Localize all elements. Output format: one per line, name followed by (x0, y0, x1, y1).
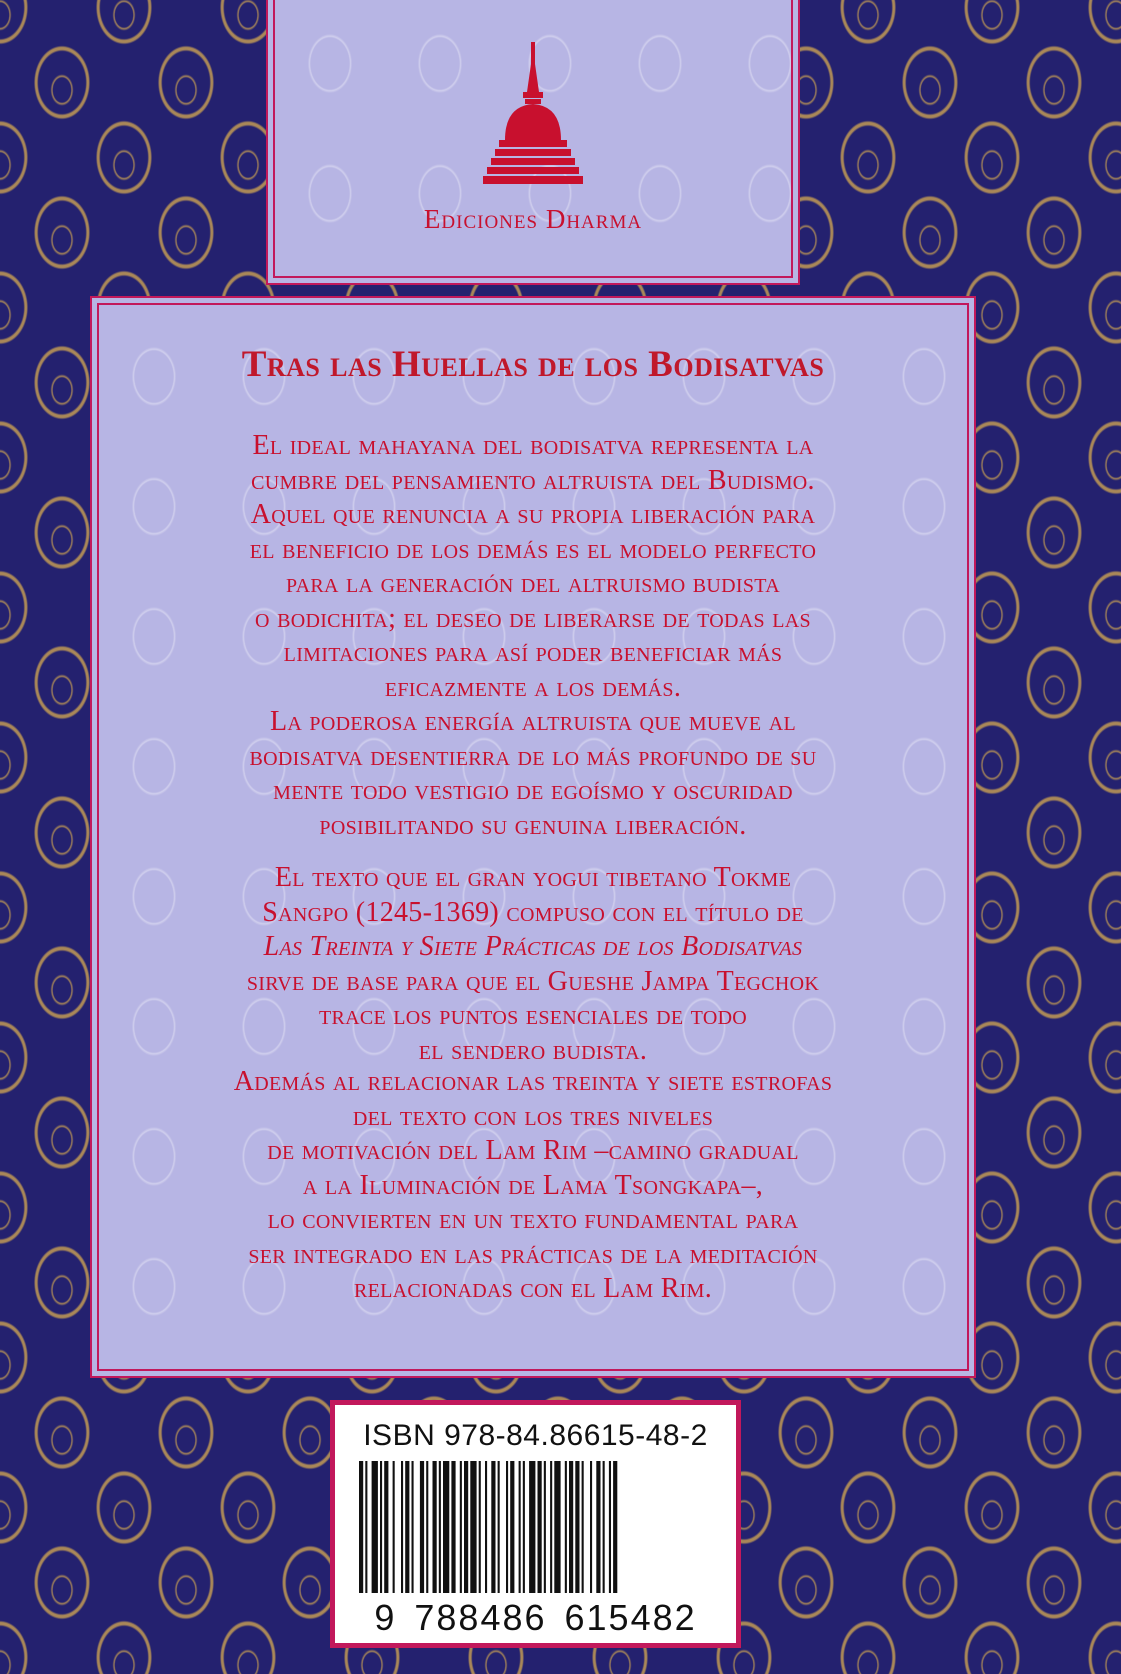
barcode-bar (365, 1461, 367, 1593)
barcode-bar (460, 1461, 462, 1593)
barcode-bar (393, 1461, 395, 1593)
barcode-bar (582, 1461, 584, 1593)
text-line: ser integrado en las prácticas de la meditación (248, 1238, 818, 1270)
barcode-bar (380, 1461, 382, 1593)
publisher-name: Ediciones Dharma (423, 204, 643, 234)
paragraph-1 (119, 429, 947, 843)
text-line: de motivación del Lam Rim –camino gradual (267, 1135, 799, 1166)
text-line: trace los puntos esenciales de todo (318, 1000, 748, 1031)
barcode-bar (596, 1461, 600, 1593)
barcode-bar (470, 1461, 476, 1593)
barcode-bar (479, 1461, 481, 1593)
text-line: El ideal mahayana del bodisatva representa la (252, 430, 814, 461)
barcode-bar (439, 1461, 441, 1593)
publisher-panel (273, 0, 793, 278)
book-reference-italic: Las Treinta y Siete Prácticas de los Bodisatvas (263, 931, 803, 962)
barcode-bar (401, 1461, 403, 1593)
isbn-text: ISBN 978-84.86615-48-2 (363, 1419, 708, 1452)
barcode-bar (523, 1461, 525, 1593)
text-line: limitaciones para así poder beneficiar más (283, 637, 783, 668)
barcode-bars (357, 1461, 715, 1593)
barcode-bar (609, 1461, 611, 1593)
barcode-bar (359, 1461, 363, 1593)
barcode-bar (491, 1461, 495, 1593)
text-line: eficazmente a los demás. (384, 671, 682, 703)
barcode-bar (565, 1461, 567, 1593)
barcode-digit-group: 615482 (564, 1597, 697, 1638)
text-line: Además al relacionar las treinta y siete estrofas (233, 1066, 833, 1097)
barcode-bar (519, 1461, 521, 1593)
barcode-bar (506, 1461, 508, 1593)
barcode-bar (498, 1461, 500, 1593)
barcode-bar (510, 1461, 514, 1593)
barcode-bar (464, 1461, 468, 1593)
barcode-bar (443, 1461, 449, 1593)
barcode-bar (544, 1461, 546, 1593)
text-line: cumbre del pensamiento altruista del Budismo. (251, 464, 815, 496)
barcode-bar (554, 1461, 560, 1593)
text-line: Sangpo (1245-1369) compuso con el título de (262, 896, 804, 928)
barcode-bar (575, 1461, 579, 1593)
text-line-italic (119, 930, 947, 965)
barcode-bar (384, 1461, 388, 1593)
text-line: lo convierten en un texto fundamental para (267, 1204, 799, 1235)
barcode-bar (550, 1461, 552, 1593)
barcode-bar (569, 1461, 573, 1593)
barcode-bar (485, 1461, 487, 1593)
text-line: el sendero budista. (418, 1034, 648, 1066)
text-line: El texto que el gran yogui tibetano Tokme (274, 862, 792, 893)
text-line: mente todo vestigio de egoísmo y oscuridad (273, 775, 793, 806)
barcode-bar (426, 1461, 428, 1593)
text-line: para la generación del altruismo budista (286, 568, 780, 599)
barcode-bar (529, 1461, 535, 1593)
logo-wrap (275, 42, 791, 192)
text-line: a la Iluminación de Lama Tsongkapa–, (302, 1169, 764, 1201)
barcode-bar (590, 1461, 592, 1593)
barcode-bar (412, 1461, 414, 1593)
text-line: relacionadas con el Lam Rim. (353, 1273, 713, 1304)
barcode-bar (603, 1461, 605, 1593)
text-line: La poderosa energía altruista que mueve al (269, 706, 797, 737)
text-line: el beneficio de los demás es el modelo perfecto (249, 533, 817, 565)
barcode-bar (613, 1461, 617, 1593)
barcode-label (330, 1400, 741, 1648)
text-line: del texto con los tres niveles (352, 1100, 714, 1132)
text-line: posibilitando su genuina liberación. (319, 809, 747, 841)
barcode-bar (405, 1461, 409, 1593)
text-line: bodisatva desentierra de lo más profundo de su (249, 740, 817, 772)
barcode-bar (451, 1461, 455, 1593)
barcode-bar (372, 1461, 378, 1593)
barcode-bar (433, 1461, 437, 1593)
barcode-digit-group: 788486 (414, 1597, 547, 1638)
description-panel (97, 303, 969, 1371)
barcode-digits (335, 1597, 736, 1639)
barcode-digit-group: 9 (374, 1597, 397, 1638)
barcode-bar (538, 1461, 542, 1593)
stupa-icon (483, 42, 583, 192)
barcode-bar (420, 1461, 424, 1593)
text-line: o bodichita; el deseo de liberarse de todas las (255, 602, 811, 634)
text-line: Aquel que renuncia a su propia liberación para (250, 499, 816, 530)
paragraph-3 (119, 861, 947, 1068)
text-line: sirve de base para que el Gueshe Jampa Tegchok (246, 965, 820, 997)
book-title: Tras las Huellas de los Bodisatvas (241, 344, 825, 385)
paragraph-4 (119, 1065, 947, 1307)
